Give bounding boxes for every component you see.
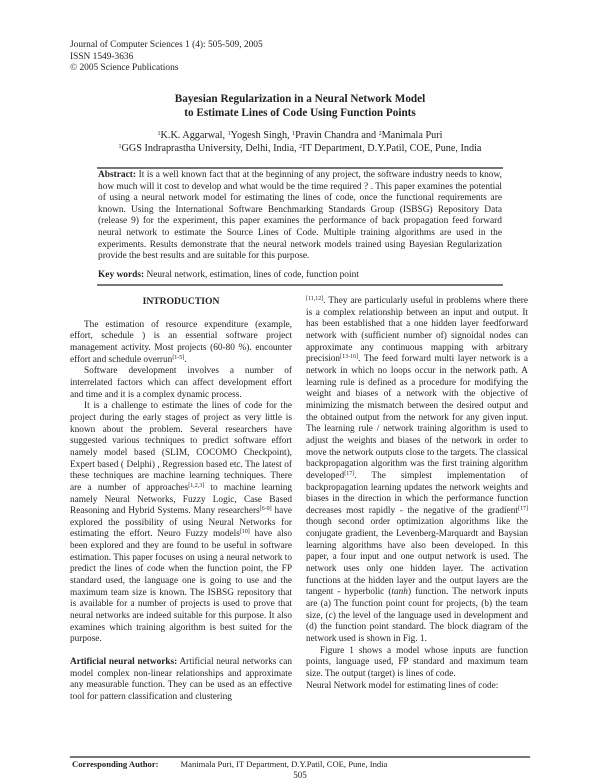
affil-mark: 1 bbox=[118, 143, 122, 150]
text: have explored the possibility of using Neural Networks for estimating the effort. Neuro Fuzzy models bbox=[70, 506, 292, 540]
citation: [13-16] bbox=[340, 354, 359, 361]
corresponding-author-text: Manimala Puri, IT Department, D.Y.Patil, COE, Pune, India bbox=[180, 759, 388, 769]
journal-header bbox=[70, 40, 263, 75]
affiliation: GGS Indraprastha University, Delhi, India, bbox=[121, 142, 300, 154]
text: though second order optimization algorithms like the conjugate gradient, the Levenberg-Marquardt and Baysian learning algorithms have also been developed. In this paper, a four input and one output network is used. The network uses only one hidden layer. The activation functions at the hidden layer and the output layers are the tangent - hyperbolic ( bbox=[306, 517, 528, 598]
issn: ISSN 1549-3636 bbox=[70, 51, 134, 62]
affil-mark: 2 bbox=[378, 131, 382, 137]
author: Pravin Chandra and bbox=[295, 130, 379, 141]
copyright: © 2005 Science Publications bbox=[70, 63, 179, 73]
paragraph: Figure 1 shows a model whose inputs are function points, language used, FP standard and maximum team size. The output (target) is lines of code. bbox=[306, 645, 528, 679]
keywords-label: Key words: bbox=[98, 270, 145, 280]
abstract-bottom-rule bbox=[97, 284, 503, 286]
citation: [17] bbox=[518, 505, 528, 512]
text: tanh bbox=[391, 587, 408, 598]
page-number: 505 bbox=[293, 770, 307, 780]
author: K.K. Aggarwal, bbox=[160, 130, 228, 141]
text: . They are particularly useful in problems where there is a complex relationship between an input and output. It has been established that a one hidden layer feedforward network with (sufficient number of) signoidal nodes can approximate any continuous mapping with arbitrary precision bbox=[306, 296, 528, 365]
citation: [1,2,3] bbox=[188, 482, 205, 489]
citation: [10] bbox=[239, 529, 250, 536]
affil-mark: 1 bbox=[227, 131, 231, 137]
author: Manimala Puri bbox=[381, 130, 443, 141]
text: to machine learning namely Neural Networks, Fuzzy Logic, Case Based Reasoning and Hybrid Systems. Many researchers bbox=[70, 482, 293, 517]
affiliations bbox=[70, 143, 530, 156]
right-column bbox=[306, 296, 528, 692]
author-list bbox=[70, 130, 530, 143]
paragraph bbox=[70, 320, 292, 367]
affil-mark: 1 bbox=[292, 131, 296, 137]
affiliation: IT Department, D.Y.Patil, COE, Pune, India bbox=[302, 142, 482, 154]
section-heading-introduction: INTRODUCTION bbox=[142, 296, 220, 307]
left-column bbox=[70, 296, 292, 704]
text: Artificial neural networks can model complex non-linear relationships and approximate any measurable function. They can be used as an effective tool for pattern classification and clustering bbox=[70, 657, 292, 702]
footer-rule bbox=[70, 756, 530, 758]
journal-citation: Journal of Computer Sciences 1 (4): 505-509, 2005 bbox=[70, 40, 263, 50]
corresponding-author-label: Corresponding Author: bbox=[72, 759, 159, 769]
title-line-2: to Estimate Lines of Code Using Function Points bbox=[184, 106, 416, 119]
paragraph: Software development involves a number of interrelated factors which can affect development effort and time and it is a complex dynamic process. bbox=[70, 366, 292, 400]
abstract-text: It is a well known fact that at the beginning of any project, the software industry needs to know, how much will it cost to develop and what would be the time required ? . This paper examines the potential of using a neural network model for estimating the lines of code, once the functional requirements are known. Using the International Software Benchmarking Standards Group (ISBSG) Repository Data (release 9) for the experiment, this paper examines the performance of back propagation feed forward neural network to estimate the Source Lines of Code. Multiple training algorithms are used in the experiments. Results demonstrate that the neural network models trained using Bayesian Regularization provide the best results and are suitable for this purpose. bbox=[98, 170, 502, 262]
affil-mark: 1 bbox=[157, 131, 161, 137]
title-line-1: Bayesian Regularization in a Neural Network Model bbox=[174, 93, 426, 105]
text: . The feed forward multi layer network is a network in which no loops occur in the network path. A learning rule is defined as a procedure for modifying the weight and biases of a network with the objective of minimizing the mismatch between the desired output and the obtained output from the network for any given input. The learning rule / network training algorithm is used to adjust the weights and biases of the network in order to move the network outputs close to the targets. The classical backpropagation algorithm was the first training algorithm developed bbox=[306, 354, 528, 481]
text: have also been explored and they are found to be useful in software estimation. This paper focuses on using a neural network to predict the lines of code when the function point, the FP standard used, the language one is going to use and the maximum team size is known. The ISBSG repository that is available for a number of projects is used to prove that neural networks are indeed suitable for this purpose. It also examines which training algorithm is best suited for the purpose. bbox=[70, 529, 292, 645]
affil-mark: 2 bbox=[299, 143, 303, 150]
paragraph bbox=[306, 296, 528, 646]
paragraph-ann bbox=[70, 657, 292, 704]
author: Yogesh Singh, bbox=[230, 130, 293, 141]
keywords-text: Neural network, estimation, lines of code, function point bbox=[144, 270, 359, 280]
abstract bbox=[98, 170, 502, 263]
abstract-top-rule bbox=[97, 167, 503, 169]
text: The estimation of resource expenditure (example, effort, schedule ) is an essential software project management activity. Most projects (60-80 %). encounter effort and schedule overrun bbox=[70, 319, 292, 365]
paragraph: Neural Network model for estimating lines of code: bbox=[306, 680, 499, 691]
abstract-label: Abstract: bbox=[98, 170, 137, 180]
text: . The simplest implementation of backpropagation learning updates the network weights and biases in the direction in which the performance function decreases most rapidly - the negative of the gradient bbox=[306, 470, 528, 516]
text: . bbox=[184, 354, 187, 365]
subsection-heading: Artificial neural networks: bbox=[70, 657, 178, 668]
citation: [1-5] bbox=[172, 354, 185, 361]
author-block bbox=[70, 130, 530, 155]
text: It is a challenge to estimate the lines of code for the project during the early stages of project as very little is known about the problem. Several researchers have suggested various techniques to predict software effort namely model based (SLIM, COCOMO Checkpoint), Expert based ( Delphi) , Regression based etc. The latest of these techniques are machine learning techniques. There are a number of approaches bbox=[70, 401, 292, 493]
citation: [11,12] bbox=[306, 296, 324, 302]
corresponding-author bbox=[72, 759, 387, 769]
keywords bbox=[98, 270, 502, 282]
paragraph bbox=[70, 401, 292, 646]
paper-title bbox=[70, 93, 530, 120]
citation: [17] bbox=[344, 470, 355, 477]
citation: [6-9] bbox=[259, 506, 272, 513]
text: ) function. The network inputs are (a) The function point count for projects, (b) the team size, (c) the level of the language used in development and (d) the function point standard. The block diagram of the network used is shown in Fig. 1. bbox=[306, 587, 528, 645]
